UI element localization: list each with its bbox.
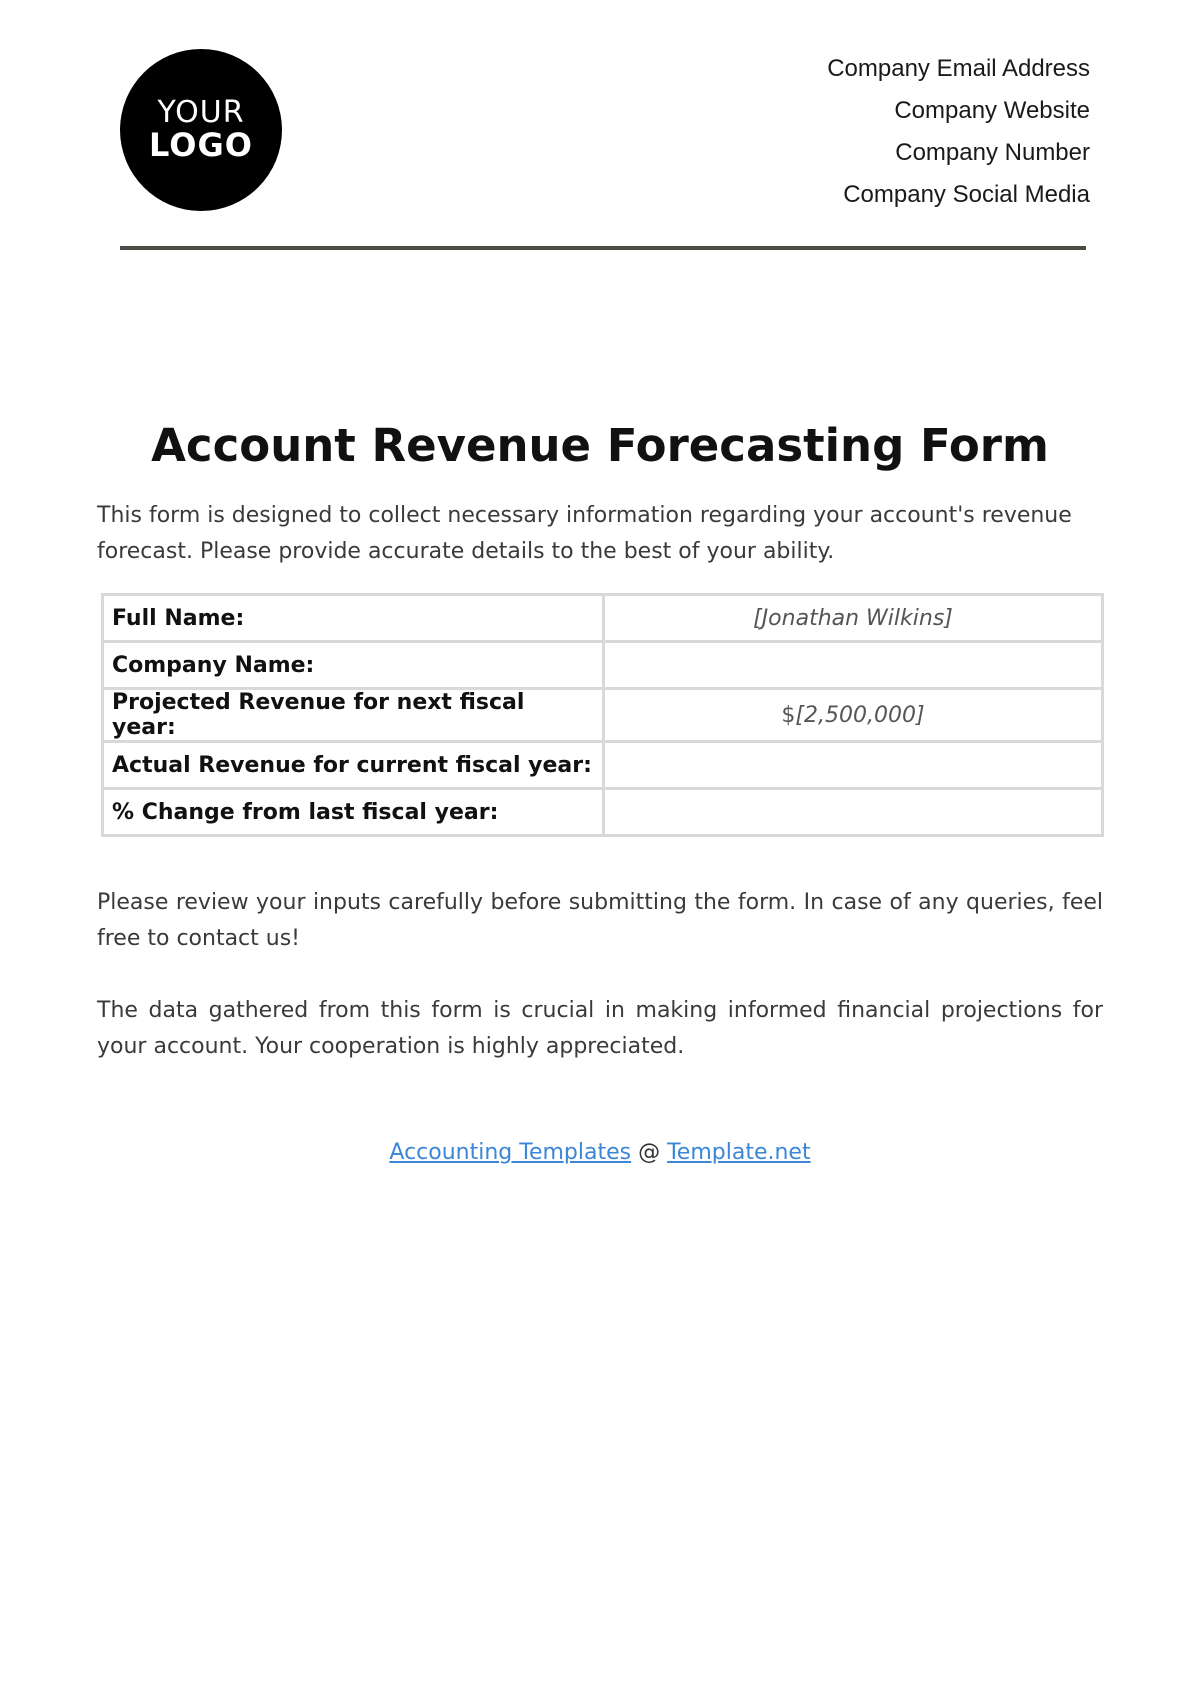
table-row [103, 595, 1103, 642]
table-row [103, 789, 1103, 836]
company-email: Company Email Address [827, 55, 1090, 82]
forecast-form-table [101, 593, 1104, 837]
field-value-full-name[interactable] [604, 595, 1103, 642]
table-row [103, 642, 1103, 689]
intro-paragraph: This form is designed to collect necessary information regarding your account's revenue forecast. Please provide accurate details to the best of your ability. [97, 503, 1072, 564]
data-note-paragraph: The data gathered from this form is crucial in making informed financial projections for your account. Your cooperation is highly appreciated. [97, 998, 1103, 1059]
field-value-actual-revenue[interactable] [604, 742, 1103, 789]
field-value-percent-change[interactable] [604, 789, 1103, 836]
table-row [103, 689, 1103, 742]
logo-text-line2: LOGO [149, 125, 253, 164]
field-label-projected-revenue: Projected Revenue for next fiscal year: [103, 689, 604, 742]
footer-separator: @ [638, 1140, 661, 1165]
field-value-company-name[interactable] [604, 642, 1103, 689]
company-number: Company Number [895, 139, 1090, 166]
value-text: [Jonathan Wilkins] [753, 605, 953, 631]
value-text: [2,500,000] [795, 702, 925, 728]
page-title: Account Revenue Forecasting Form [151, 419, 1049, 472]
review-note-paragraph: Please review your inputs carefully before submitting the form. In case of any queries, feel free to contact us! [97, 890, 1103, 951]
footer-attribution [0, 1140, 1200, 1165]
template-net-link[interactable]: Template.net [667, 1140, 811, 1165]
logo-text-line1: YOUR [157, 95, 245, 131]
value-prefix: $ [781, 702, 796, 728]
field-value-projected-revenue[interactable] [604, 689, 1103, 742]
company-social-media: Company Social Media [843, 181, 1090, 208]
accounting-templates-link[interactable]: Accounting Templates [389, 1140, 632, 1165]
company-info [827, 52, 1090, 220]
field-label-actual-revenue: Actual Revenue for current fiscal year: [103, 742, 604, 789]
company-logo [120, 49, 282, 211]
field-label-percent-change: % Change from last fiscal year: [103, 789, 604, 836]
company-website: Company Website [894, 97, 1090, 124]
field-label-company-name: Company Name: [103, 642, 604, 689]
field-label-full-name: Full Name: [103, 595, 604, 642]
table-row [103, 742, 1103, 789]
header-divider [120, 246, 1086, 250]
